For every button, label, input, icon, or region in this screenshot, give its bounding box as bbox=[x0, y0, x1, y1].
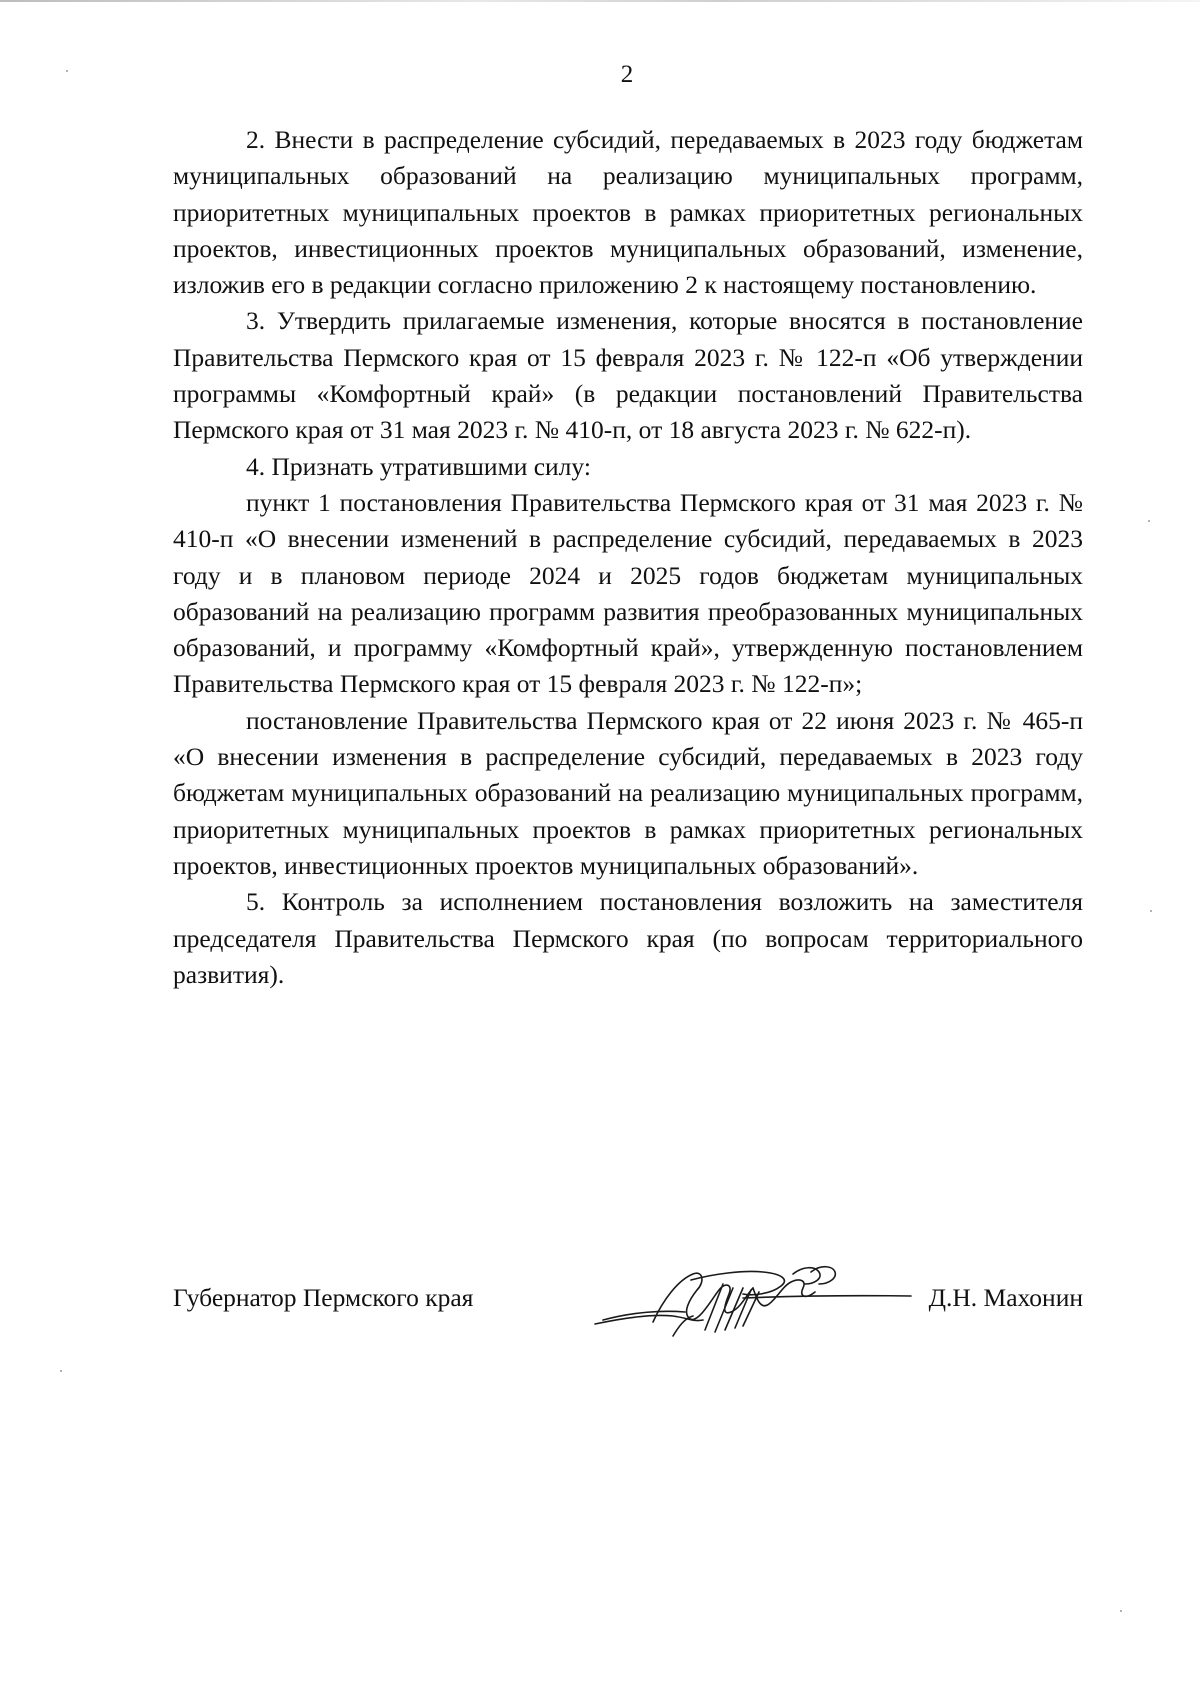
signatory-name: Д.Н. Махонин bbox=[928, 1283, 1083, 1312]
scan-speck bbox=[60, 1370, 62, 1372]
scan-speck bbox=[66, 70, 68, 72]
page-number: 2 bbox=[620, 61, 634, 88]
paragraph-3: 3. Утвердить прилагаемые изменения, которые вносятся в постановление Правительства Пермского края от 15 февраля 2023 г. № 122-п «Об утверждении программы «Комфортный край» (в редакции постановлений Правительства Пермского края от 31 мая 2023 г. № 410-п, от 18 августа 2023 г. № 622-п). bbox=[173, 306, 1083, 445]
paragraph-2: 2. Внести в распределение субсидий, передаваемых в 2023 году бюджетам муниципальных образований на реализацию муниципальных программ, приоритетных муниципальных проектов в рамках приоритетных региональных проектов, инвестиционных проектов муниципальных образований, изменение, изложив его в редакции согласно приложению 2 к настоящему постановлению. bbox=[173, 125, 1083, 300]
document-body bbox=[173, 122, 1083, 993]
paragraph-4: 4. Признать утратившими силу: bbox=[246, 451, 591, 481]
paragraph-5: 5. Контроль за исполнением постановления возложить на заместителя председателя Правительства Пермского края (по вопросам территориального развития). bbox=[173, 887, 1083, 989]
scan-speck bbox=[1120, 1610, 1122, 1612]
paragraph-4-item-1: пункт 1 постановления Правительства Пермского края от 31 мая 2023 г. № 410-п «О внесении изменений в распределение субсидий, передаваемых в 2023 году и в плановом периоде 2024 и 2025 годов бюджетам муниципальных образований на реализацию программ развития преобразованных муниципальных образований, и программу «Комфортный край», утвержденную постановлением Правительства Пермского края от 15 февраля 2023 г. № 122-п»; bbox=[173, 487, 1083, 699]
signature-block bbox=[173, 1260, 1083, 1340]
scan-speck bbox=[1148, 520, 1150, 522]
paragraph-4-item-2: постановление Правительства Пермского края от 22 июня 2023 г. № 465-п «О внесении изменения в распределение субсидий, передаваемых в 2023 году бюджетам муниципальных образований на реализацию муниципальных программ, приоритетных муниципальных проектов в рамках приоритетных региональных проектов, инвестиционных проектов муниципальных образований». bbox=[173, 705, 1083, 880]
handwritten-signature bbox=[593, 1260, 913, 1340]
signatory-position: Губернатор Пермского края bbox=[173, 1283, 474, 1312]
scan-speck bbox=[1150, 910, 1152, 912]
scan-edge bbox=[0, 0, 1200, 2]
